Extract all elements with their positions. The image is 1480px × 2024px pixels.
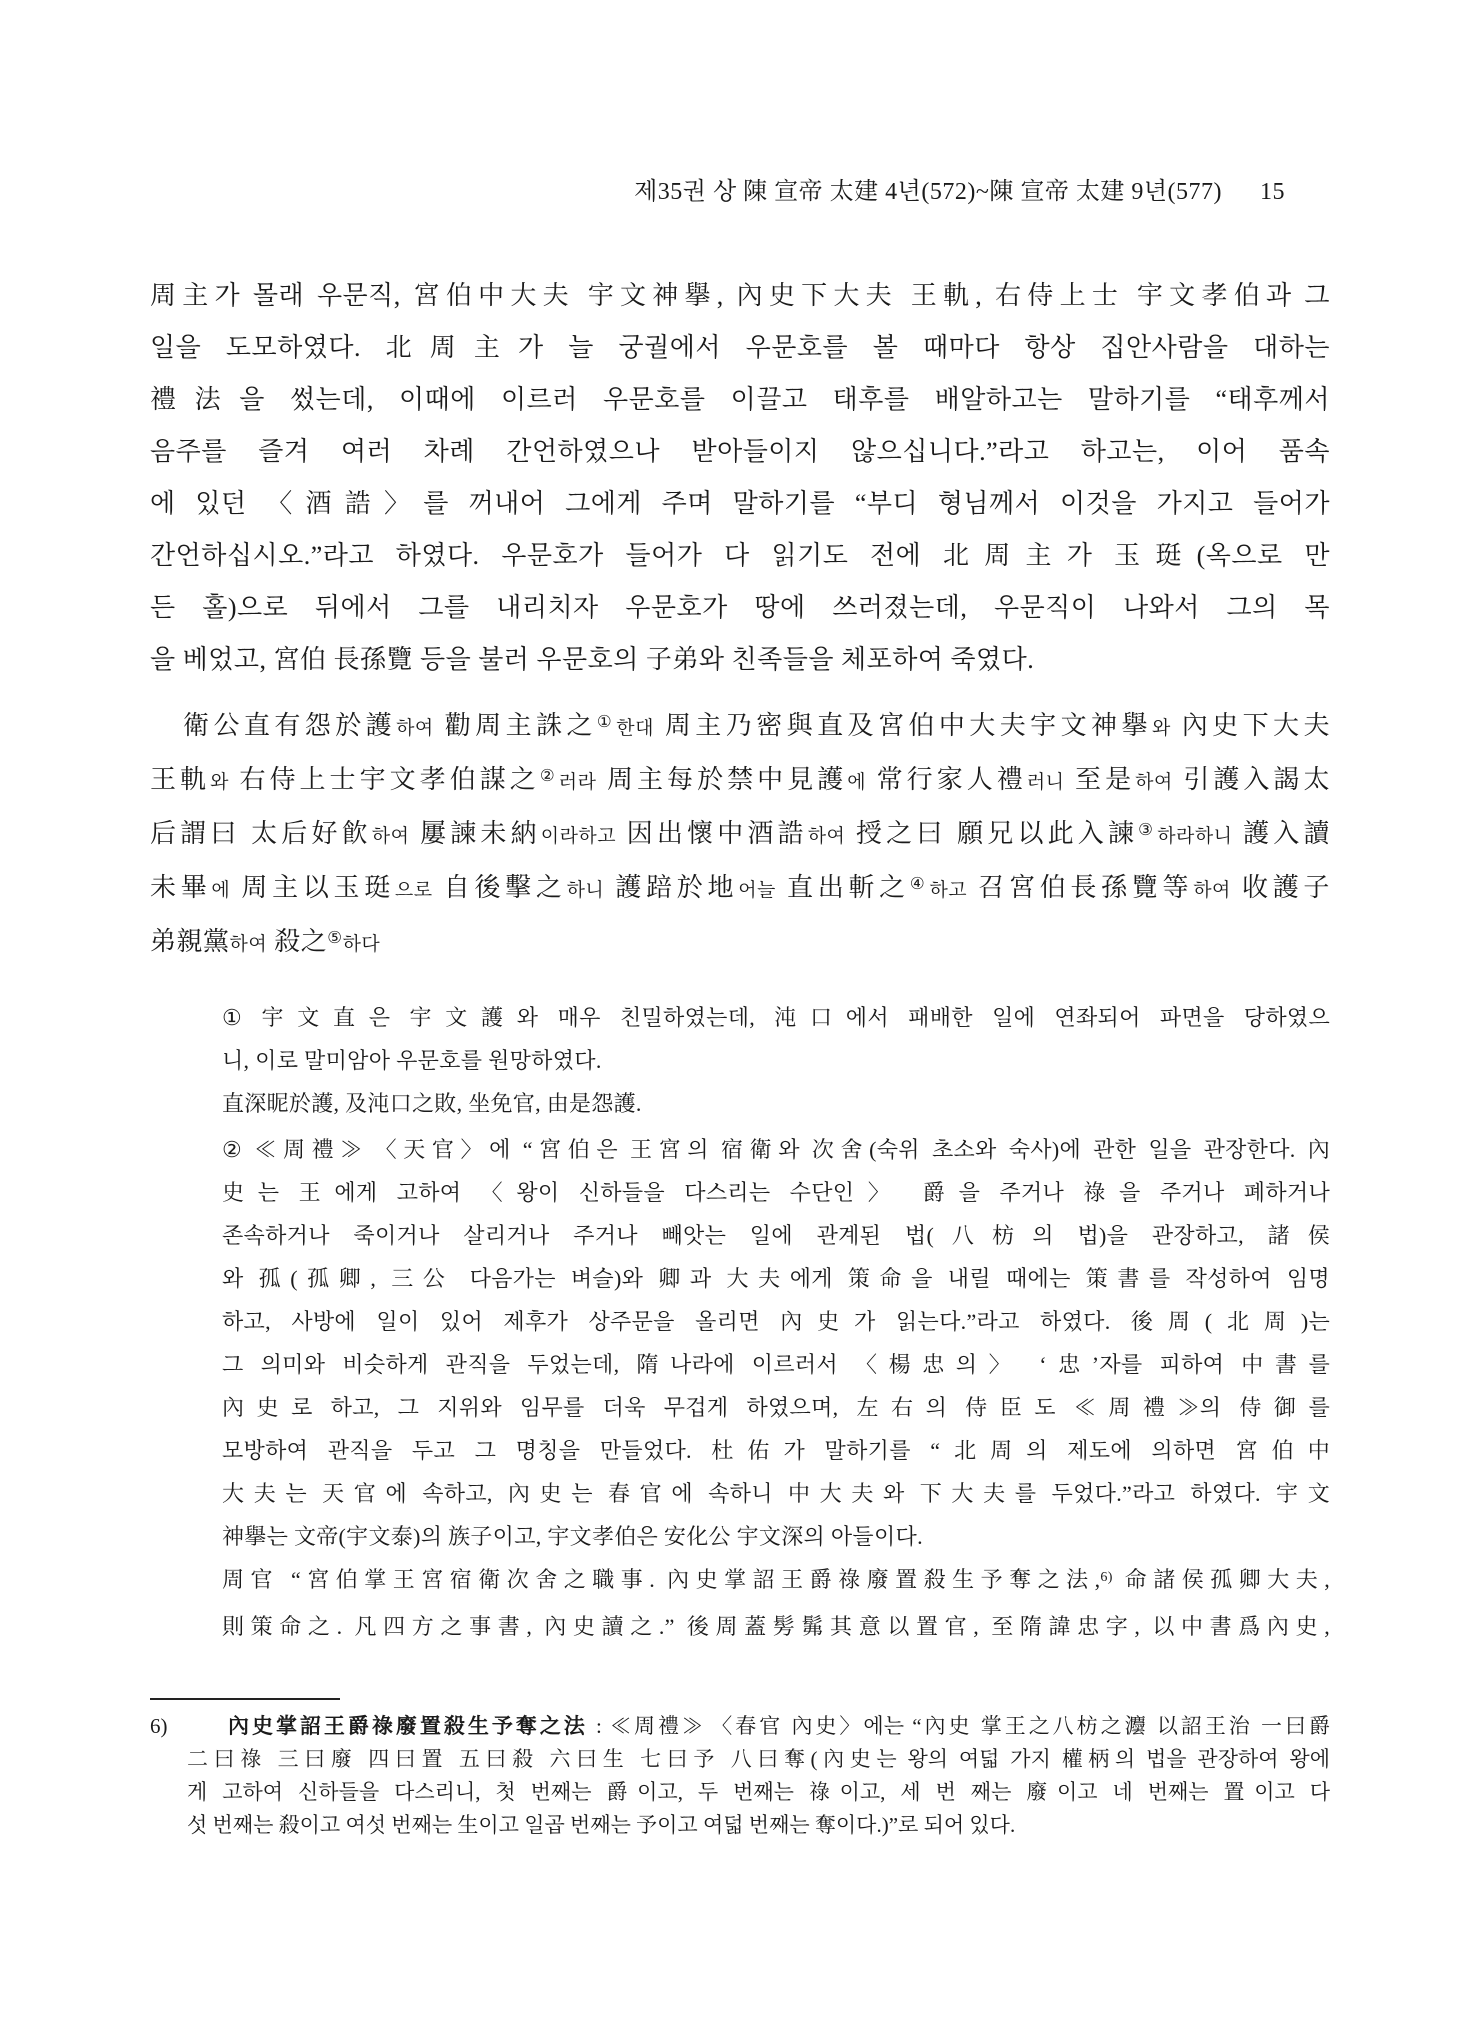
text-segment: 殺之 bbox=[267, 927, 328, 956]
text-segment: 至是 bbox=[1064, 765, 1136, 794]
gugyeol-particle: 하여 bbox=[371, 826, 410, 847]
text-segment: 神擧는 文帝(宇文泰)의 族子이고, 宇文孝伯은 安化公 宇文深의 아들이다. bbox=[222, 1524, 923, 1549]
text-segment: 大夫는 天官에 속하고, 內史는 春官에 속하니 中大夫와 下大夫를 두었다.”라고 하였다. 宇文 bbox=[222, 1481, 1330, 1506]
text-segment: 護踣於地 bbox=[604, 873, 739, 902]
text-segment: 周主以玉珽 bbox=[230, 873, 395, 902]
gugyeol-particle: 어늘 bbox=[738, 880, 776, 901]
footnote-marker: 6) bbox=[150, 1714, 168, 1738]
text-line bbox=[150, 700, 1330, 754]
text-line bbox=[222, 1039, 1330, 1082]
text-segment: 史는 王에게 고하여 〈왕이 신하들을 다스리는 수단인〉 爵을 주거나 祿을 주거나 폐하거나 bbox=[222, 1180, 1330, 1205]
text-segment: 護入讀 bbox=[1232, 819, 1330, 848]
text-segment: 을 베었고, 宮伯 長孫覽 등을 불러 우문호의 子弟와 친족들을 체포하여 죽였다. bbox=[150, 645, 1035, 674]
text-line bbox=[150, 916, 1330, 970]
text-segment: 直出斬之 bbox=[775, 873, 910, 902]
gugyeol-particle: 하고 bbox=[929, 880, 968, 901]
hanmun-paragraph bbox=[150, 700, 1330, 970]
footnote-ref: 6) bbox=[1100, 1568, 1113, 1585]
text-segment: 常行家人禮 bbox=[866, 765, 1027, 794]
text-segment: 弟親黨 bbox=[150, 927, 230, 956]
gugyeol-particle: 하여 bbox=[1193, 880, 1231, 901]
text-segment: 섯 번째는 殺이고 여섯 번째는 生이고 일곱 번째는 予이고 여덟 번째는 奪이다.)”로 되어 있다. bbox=[187, 1813, 1016, 1837]
text-line bbox=[222, 1605, 1330, 1648]
text-line bbox=[150, 374, 1330, 426]
text-segment: 일을 도모하였다. 北周主가 늘 궁궐에서 우문호를 볼 때마다 항상 집안사람을 대하는 bbox=[150, 333, 1330, 362]
text-segment: 收護子 bbox=[1230, 873, 1330, 902]
footnote-ref: ② bbox=[539, 765, 559, 785]
text-segment: 든 홀)으로 뒤에서 그를 내리치자 우문호가 땅에 쓰러졌는데, 우문직이 나와서 그의 목 bbox=[150, 593, 1330, 622]
text-segment: 그 의미와 비슷하게 관직을 두었는데, 隋나라에 이르러서 〈楊忠의〉 ‘忠’자를 피하여 中書를 bbox=[222, 1352, 1330, 1377]
gugyeol-particle: 하여 bbox=[1135, 772, 1173, 793]
gugyeol-particle: 하여 bbox=[396, 718, 434, 739]
gugyeol-particle: 와 bbox=[210, 772, 229, 793]
translation-paragraph bbox=[150, 270, 1330, 686]
annotation-2-korean bbox=[222, 1128, 1330, 1558]
text-line bbox=[150, 808, 1330, 862]
gugyeol-particle: 에 bbox=[847, 772, 867, 793]
text-line bbox=[150, 426, 1330, 478]
page-number: 15 bbox=[1260, 179, 1285, 205]
text-line bbox=[150, 862, 1330, 916]
text-line bbox=[150, 530, 1330, 582]
text-line bbox=[150, 478, 1330, 530]
text-segment: 게 고하여 신하들을 다스리니, 첫 번째는 爵이고, 두 번째는 祿이고, 세 번 째는 廢이고 네 번째는 置이고 다 bbox=[187, 1780, 1330, 1804]
footnote-ref: ① bbox=[596, 711, 617, 731]
text-line bbox=[150, 582, 1330, 634]
gugyeol-particle: 한대 bbox=[616, 718, 654, 739]
text-line bbox=[222, 1128, 1330, 1171]
gugyeol-particle: 러라 bbox=[558, 772, 597, 793]
text-segment: 則策命之. 凡四方之事書, 內史讀之.” 後周蓋髣髴其意以置官, 至隋諱忠字, 以中書爲內史, bbox=[222, 1614, 1330, 1639]
text-line bbox=[222, 1082, 1330, 1125]
text-segment: 음주를 즐겨 여러 차례 간언하였으나 받아들이지 않으십니다.”라고 하고는, 이어 품속 bbox=[150, 437, 1330, 466]
text-line bbox=[222, 1515, 1330, 1558]
footnote-ref: ④ bbox=[909, 873, 930, 893]
text-line bbox=[187, 1776, 1330, 1809]
text-line bbox=[222, 1300, 1330, 1343]
text-segment: : ≪周禮≫ 〈春官 內史〉에는 “內史 掌王之八枋之灋 以詔王治 一曰爵 bbox=[587, 1714, 1330, 1738]
text-segment: 直深昵於護, 及沌口之敗, 坐免官, 由是怨護. bbox=[222, 1091, 642, 1116]
text-line bbox=[222, 1429, 1330, 1472]
gugyeol-particle: 이라하고 bbox=[540, 826, 617, 847]
text-segment: 周主每於禁中見護 bbox=[596, 765, 848, 794]
text-segment: 에 있던 〈酒誥〉를 꺼내어 그에게 주며 말하기를 “부디 형님께서 이것을 가지고 들어가 bbox=[150, 489, 1330, 518]
text-segment: 屢諫未納 bbox=[409, 819, 541, 848]
gugyeol-particle: 러니 bbox=[1026, 772, 1065, 793]
text-segment: 因出懷中酒誥 bbox=[616, 819, 808, 848]
footnote-6 bbox=[150, 1710, 1330, 1842]
text-line bbox=[150, 1710, 1330, 1743]
text-segment: 二曰祿 三曰廢 四曰置 五曰殺 六曰生 七曰予 八曰奪(內史는 왕의 여덟 가지 權柄의 법을 관장하여 왕에 bbox=[187, 1747, 1330, 1771]
footnote-rule bbox=[150, 1698, 340, 1700]
text-line bbox=[222, 1472, 1330, 1515]
text-line bbox=[150, 754, 1330, 808]
gugyeol-particle: 하여 bbox=[807, 826, 846, 847]
footnote-ref: ③ bbox=[1138, 819, 1158, 839]
text-line bbox=[222, 1386, 1330, 1429]
gugyeol-particle: 하다 bbox=[342, 934, 381, 955]
footnote-marker: ② bbox=[222, 1137, 249, 1162]
text-line bbox=[187, 1809, 1330, 1842]
text-segment: 周官 “宮伯掌王宮宿衛次舍之職事. 內史掌詔王爵祿廢置殺生予奪之法, bbox=[222, 1567, 1101, 1592]
text-line bbox=[222, 1214, 1330, 1257]
text-line bbox=[222, 1343, 1330, 1386]
text-segment: 니, 이로 말미암아 우문호를 원망하였다. bbox=[222, 1048, 602, 1073]
text-segment: 간언하십시오.”라고 하였다. 우문호가 들어가 다 읽기도 전에 北周主가 玉珽(옥으로 만 bbox=[150, 541, 1330, 570]
annotation-note-1 bbox=[222, 996, 1330, 1125]
footnote-ref: ⑤ bbox=[327, 927, 343, 947]
gugyeol-particle: 에 bbox=[211, 880, 231, 901]
text-line bbox=[222, 996, 1330, 1039]
text-line bbox=[187, 1743, 1330, 1776]
text-segment: 王軌 bbox=[150, 765, 211, 794]
text-segment: 授之曰 願兄以此入諫 bbox=[845, 819, 1139, 848]
footnote-section bbox=[150, 1698, 1330, 1842]
text-segment: 衛公直有怨於護 bbox=[183, 711, 397, 740]
text-line bbox=[150, 322, 1330, 374]
annotation-1-hanmun bbox=[222, 1082, 1330, 1125]
text-line bbox=[150, 634, 1330, 686]
annotation-1-korean bbox=[222, 996, 1330, 1082]
text-line bbox=[222, 1171, 1330, 1214]
text-line bbox=[150, 270, 1330, 322]
text-segment: 引護入謁太 bbox=[1172, 765, 1330, 794]
text-segment: 宇文直은 宇文護와 매우 친밀하였는데, 沌口에서 패배한 일에 연좌되어 파면을 당하였으 bbox=[261, 1005, 1331, 1030]
gugyeol-particle: 와 bbox=[1151, 718, 1171, 739]
text-segment: 존속하거나 죽이거나 살리거나 주거나 빼앗는 일에 관계된 법(八枋의 법)을 관장하고, 諸侯 bbox=[222, 1223, 1330, 1248]
text-segment: 自後擊之 bbox=[432, 873, 567, 902]
text-segment: 禮法을 썼는데, 이때에 이르러 우문호를 이끌고 태후를 배알하고는 말하기를 “태후께서 bbox=[150, 385, 1330, 414]
text-segment: 內史下大夫 bbox=[1170, 711, 1330, 740]
gugyeol-particle: 하여 bbox=[229, 934, 268, 955]
text-segment: 召宮伯長孫覽等 bbox=[967, 873, 1194, 902]
footnote-marker: ① bbox=[222, 1005, 256, 1030]
text-segment: 하고, 사방에 일이 있어 제후가 상주문을 올리면 內史가 읽는다.”라고 하였다. 後周(北周)는 bbox=[222, 1309, 1330, 1334]
text-segment: 周主가 몰래 우문직, 宮伯中大夫 宇文神擧, 內史下大夫 王軌, 右侍上士 宇文孝伯과 그 bbox=[150, 281, 1330, 310]
text-segment: 모방하여 관직을 두고 그 명칭을 만들었다. 杜佑가 말하기를 “北周의 제도에 의하면 宮伯中 bbox=[222, 1438, 1330, 1463]
gugyeol-particle: 하라하니 bbox=[1157, 826, 1233, 847]
text-segment: 右侍上士宇文孝伯謀之 bbox=[228, 765, 540, 794]
text-line bbox=[222, 1558, 1330, 1605]
text-segment: 內史로 하고, 그 지위와 임무를 더욱 무겁게 하였으며, 左右의 侍臣도 ≪周禮≫의 侍御를 bbox=[222, 1395, 1330, 1420]
text-segment: 未畢 bbox=[150, 873, 212, 902]
page-header bbox=[150, 176, 1330, 208]
gugyeol-particle: 으로 bbox=[394, 880, 433, 901]
text-segment: 勸周主誅之 bbox=[433, 711, 597, 740]
text-segment: 命諸侯孤卿大夫, bbox=[1112, 1567, 1331, 1592]
text-line bbox=[222, 1257, 1330, 1300]
text-segment: 內史掌詔王爵祿廢置殺生予奪之法 bbox=[225, 1714, 588, 1738]
text-segment: 와 孤(孤卿, 三公 다음가는 벼슬)와 卿과 大夫에게 策命을 내릴 때에는 策書를 작성하여 임명 bbox=[222, 1266, 1330, 1291]
annotation-2-hanmun bbox=[222, 1558, 1330, 1648]
text-segment: 周主乃密與直及宮伯中大夫宇文神擧 bbox=[653, 711, 1152, 740]
annotation-note-2 bbox=[222, 1128, 1330, 1648]
header-title: 제35권 상 陳 宣帝 太建 4년(572)~陳 宣帝 太建 9년(577) bbox=[634, 179, 1222, 205]
text-segment: ≪周禮≫ 〈天官〉에 “宮伯은 王宮의 宿衛와 次舍(숙위 초소와 숙사)에 관한 일을 관장한다. 內 bbox=[254, 1137, 1330, 1162]
gugyeol-particle: 하니 bbox=[566, 880, 605, 901]
text-segment: 后謂曰 太后好飮 bbox=[150, 819, 372, 848]
